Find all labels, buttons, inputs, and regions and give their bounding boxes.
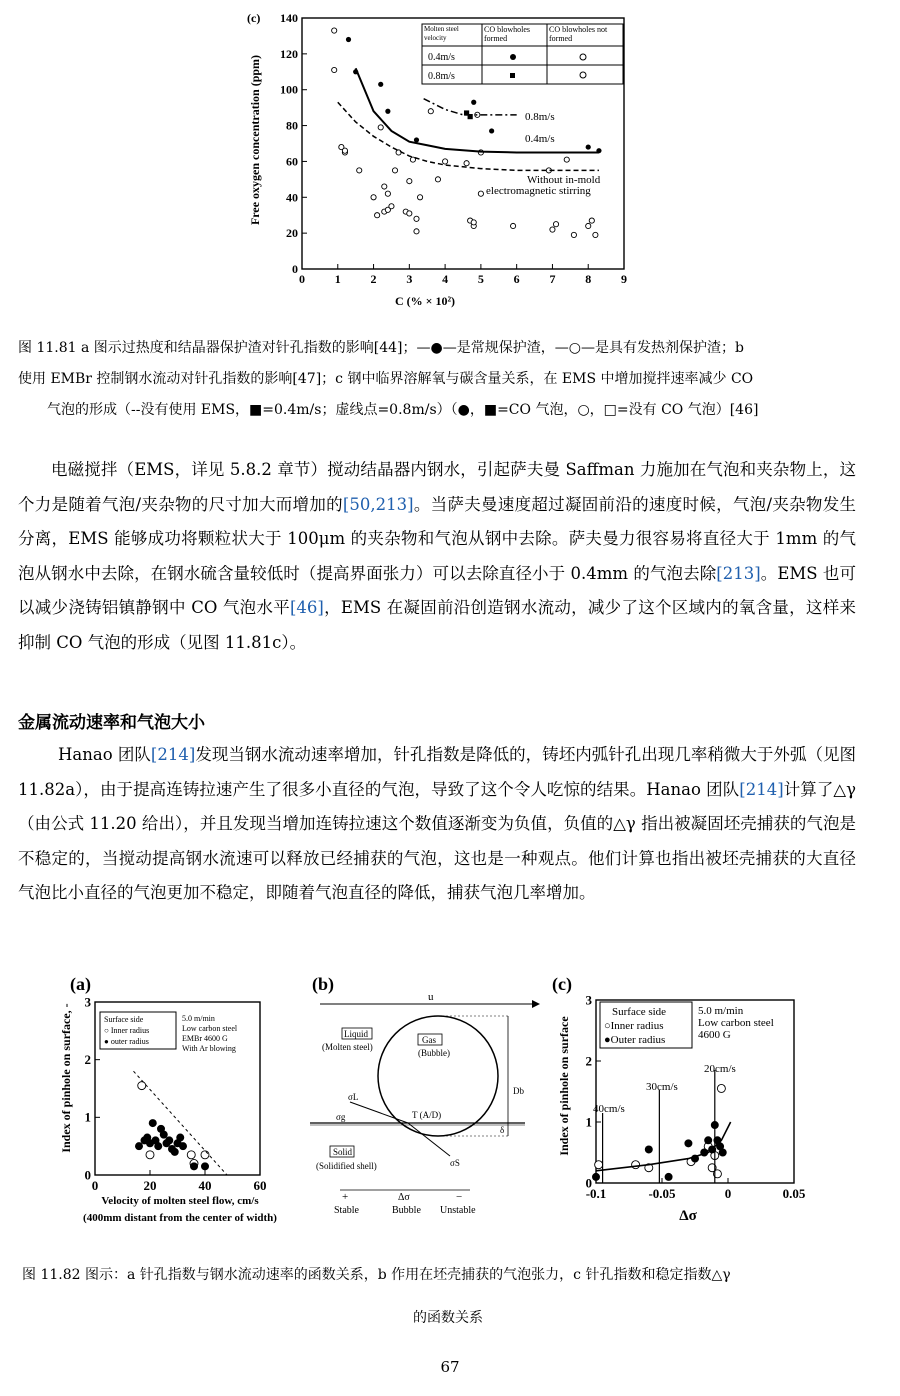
fig2a-point-filled: [149, 1119, 157, 1127]
citation-link[interactable]: [214]: [150, 745, 196, 764]
fig2b-minus: −: [456, 1191, 463, 1203]
fig2b-bubble: Bubble: [392, 1205, 421, 1216]
citation-link[interactable]: [213]: [716, 563, 761, 583]
fig2a-ylabel: Index of pinhole on surface, -: [59, 1003, 73, 1153]
fig2a-point-filled: [160, 1131, 168, 1139]
fig1-y-tick-label: 140: [280, 11, 298, 25]
fig1-point-open: [396, 150, 401, 155]
figure-11-81c: [240, 0, 650, 325]
fig2a-x-tick-label: 60: [253, 1178, 267, 1193]
fig2b-db: Db: [513, 1086, 524, 1096]
fig2a-x-tick-label: 40: [198, 1178, 212, 1193]
fig2c-point-open: [595, 1161, 603, 1169]
fig1-point-open: [332, 28, 337, 33]
fig2c-x-tick-label: 0: [724, 1186, 732, 1201]
caption-line: 气泡的形成（--没有使用 EMS，■=0.4m/s；虚线点=0.8m/s）（●，■=CO 气泡，○，□=没有 CO 气泡）[46]: [47, 402, 759, 418]
fig2c-point-filled: [592, 1173, 600, 1181]
fig2a-condition: 5.0 m/min: [182, 1014, 215, 1023]
fig1-y-tick-label: 0: [292, 262, 298, 276]
fig1-x-tick-label: 8: [585, 272, 592, 286]
citation-link[interactable]: [50,213]: [342, 494, 414, 514]
fig2c-point-filled: [684, 1139, 692, 1147]
fig1-point-open: [342, 148, 347, 153]
fig1-y-tick-label: 120: [280, 46, 298, 61]
fig1-point-open: [550, 227, 555, 232]
fig1-point-open: [589, 218, 594, 223]
fig2a-point-filled: [165, 1136, 173, 1144]
figure-caption-11-82: [18, 1260, 878, 1334]
fig2c-point-open: [717, 1084, 725, 1092]
fig2c-legend-outer: ●Outer radius: [604, 1034, 666, 1046]
fig2a-point-filled: [190, 1162, 198, 1170]
fig2b-delta: δ: [500, 1125, 505, 1135]
fig2c-condition: 4600 G: [698, 1029, 731, 1041]
fig2b-unstable: Unstable: [440, 1205, 476, 1216]
fig1-point-open: [407, 179, 412, 184]
section-heading: 金属流动速率和气泡大小: [18, 713, 205, 733]
fig1-xlabel: C (% × 10²): [394, 294, 456, 308]
fig2a-y-tick-label: 1: [84, 1109, 91, 1125]
fig2a-point-filled: [135, 1142, 143, 1150]
fig2a-point-filled: [176, 1134, 184, 1142]
fig2c-point-filled: [665, 1173, 673, 1181]
fig2b-solid: Solid: [333, 1147, 353, 1157]
fig2a-condition: With Ar blowing: [182, 1044, 236, 1053]
fig1-point-filled: [489, 128, 494, 133]
figure-caption-11-81: [18, 333, 888, 426]
fig2a-series-line: [134, 1071, 228, 1175]
fig1-x-tick-label: 5: [477, 272, 484, 286]
fig1-annot-without1: Without in-mold: [527, 174, 601, 186]
body-paragraph-ems: [18, 453, 856, 660]
fig1-y-tick-label: 40: [286, 190, 298, 205]
figure-11-82c: [548, 968, 818, 1233]
fig1-point-open: [375, 213, 380, 218]
fig2a-legend-title: Surface side: [104, 1015, 144, 1024]
fig2c-x-tick-label: -0.1: [585, 1186, 607, 1201]
paragraph-text: 发现当钢水流动速率增加，针孔指数是降低的，铸坯内弧针孔出现几率稍微大于外弧（见图 11.82a），由于提高连铸拉速产生了很多小直径的气泡，导致了这个令人吃惊的结果。Hanao 团队: [18, 745, 856, 799]
fig1-point-filled: [586, 144, 591, 149]
fig1-x-tick-label: 6: [513, 272, 520, 286]
fig2a-point-open: [146, 1151, 154, 1159]
figure-11-82b: [300, 968, 545, 1233]
fig1-y-tick-label: 20: [286, 226, 298, 241]
fig2b-sigma-s: σS: [450, 1158, 460, 1168]
fig2a-x-tick-label: 0: [91, 1178, 99, 1193]
fig1-point-open: [443, 159, 448, 164]
fig2c-point-open: [632, 1161, 640, 1169]
fig1-point-open: [564, 157, 569, 162]
paragraph-text: 。EMS 也可以减少浇铸铝镇静钢中 CO 气泡水平: [18, 563, 856, 617]
fig2a-legend: [100, 1012, 238, 1053]
fig2c-y-tick-label: 1: [585, 1114, 592, 1130]
fig2a-point-filled: [179, 1142, 187, 1150]
fig1-point-open: [553, 222, 558, 227]
fig1-point-open: [371, 195, 376, 200]
page-number: 67: [440, 1358, 460, 1376]
fig1-x-tick-label: 4: [442, 272, 449, 286]
fig2a-point-open: [138, 1082, 146, 1090]
fig1-point-open: [332, 67, 337, 72]
fig1-point-open: [478, 191, 483, 196]
fig1-point-open: [357, 168, 362, 173]
fig1-point-open: [414, 216, 419, 221]
paragraph-text: 计算了△γ（由公式 11.20 给出），并且发现当增加连铸拉速这个数值逐渐变为负值，负值的△γ 指出被凝固坯壳捕获的气泡是不稳定的，当搅动提高钢水流速可以释放已经捕获的气泡，这也是一种观点。他们计算也指出被坯壳捕获的大直径气泡比小直径的气泡更加不稳定，即随着气泡直径的降低，捕获气泡几率增加。: [18, 779, 856, 902]
fig1-point-filled: [414, 137, 419, 142]
fig2b-u: u: [428, 991, 434, 1003]
fig2c-legend-inner: ○Inner radius: [604, 1020, 664, 1032]
paragraph-text: 电磁搅拌（EMS，详见 5.8.2 章节）搅动结晶器内钢水，引起萨夫曼 Saffman 力施加在气泡和夹杂物上，这个力是随着气泡/夹杂物的尺寸加大而增加的: [18, 460, 856, 514]
fig1-point-open: [378, 125, 383, 130]
fig1-point-filled: [385, 109, 390, 114]
fig2b-gas: Gas: [422, 1035, 436, 1045]
fig1-x-tick-label: 9: [621, 272, 627, 286]
fig2a-legend-inner: ○ Inner radius: [104, 1026, 150, 1035]
fig2c-x-tick-label: 0.05: [782, 1186, 806, 1201]
fig1-point-open: [435, 177, 440, 182]
fig2c-condition: 5.0 m/min: [698, 1005, 744, 1017]
fig2a-point-filled: [201, 1162, 209, 1170]
fig1-point-open: [593, 232, 598, 237]
body-paragraph-hanao: [18, 738, 856, 911]
fig1-legend-row2: 0.8m/s: [428, 71, 455, 82]
fig1-y-tick-label: 60: [286, 154, 298, 169]
caption-line: 使用 EMBr 控制钢水流动对针孔指数的影响[47]；c 钢中临界溶解氧与碳含量关系，在 EMS 中增加搅拌速率减少 CO: [18, 371, 754, 387]
fig2a-panel-label: (a): [70, 974, 91, 994]
arrow-right-icon: [532, 1000, 540, 1008]
fig1-annot-08: 0.8m/s: [525, 111, 555, 123]
fig2b-sigma-g: σg: [336, 1112, 346, 1122]
fig1-x-tick-label: 0: [299, 272, 305, 286]
fig1-point-open: [471, 220, 476, 225]
fig1-point-open: [392, 168, 397, 173]
fig2b-solid-note: (Solidified shell): [316, 1161, 377, 1171]
fig2a-xlabel: Velocity of molten steel flow, cm/s: [101, 1195, 259, 1207]
fig2b-plus: +: [342, 1191, 349, 1203]
fig2a-condition: EMBr 4600 G: [182, 1034, 228, 1043]
fig2c-velocity-label: 30cm/s: [646, 1081, 678, 1093]
fig1-point-open: [414, 229, 419, 234]
fig2b-liquid: Liquid: [344, 1029, 368, 1039]
fig1-point-open: [382, 184, 387, 189]
citation-link[interactable]: [214]: [739, 779, 784, 799]
fig1-point-open: [385, 191, 390, 196]
fig2a-xlabel-note: (400mm distant from the center of width): [83, 1212, 277, 1224]
fig1-annot-04: 0.4m/s: [525, 133, 555, 145]
fig1-point-open: [571, 232, 576, 237]
fig1-point-filled: [346, 37, 351, 42]
fig1-legend-col1: Molten steel velocity: [424, 25, 459, 42]
fig1-x-tick-label: 1: [334, 272, 341, 286]
figure-11-82a: [30, 968, 310, 1233]
fig2c-point-filled: [704, 1136, 712, 1144]
fig1-point-open: [407, 211, 412, 216]
legend-filled-square-icon: [510, 73, 515, 78]
fig2a-point-filled: [154, 1142, 162, 1150]
fig2c-velocity-label: 40cm/s: [593, 1103, 625, 1115]
caption-line: 图 11.82 图示：a 针孔指数与钢水流动速率的函数关系，b 作用在坯壳捕获的气泡张力，c 针孔指数和稳定指数△γ: [22, 1267, 731, 1283]
fig2c-y-tick-label: 0: [585, 1175, 592, 1191]
fig2a-y-tick-label: 2: [84, 1052, 91, 1067]
fig1-legend-col2: CO blowholes formed: [484, 25, 530, 43]
fig2b-t: T (A/D): [412, 1110, 442, 1120]
fig2b-gas-note: (Bubble): [418, 1048, 450, 1058]
fig1-panel-label: (c): [247, 11, 261, 25]
fig2b-delta-sigma: Δσ: [398, 1192, 410, 1203]
fig2a-legend-outer: ● outer radius: [104, 1037, 149, 1046]
fig2c-condition: Low carbon steel: [698, 1017, 774, 1029]
paragraph-text: Hanao 团队: [58, 745, 151, 764]
legend-filled-circle-icon: [510, 54, 516, 60]
fig2c-panel-label: (c): [552, 974, 572, 994]
fig2b-liquid-note: (Molten steel): [322, 1042, 373, 1052]
fig2c-ylabel: Index of pinhole on surface: [557, 1016, 571, 1156]
fig1-y-tick-label: 100: [280, 82, 298, 97]
fig1-legend-col3: CO blowholes not formed: [549, 25, 608, 43]
fig2c-y-tick-label: 3: [585, 992, 592, 1008]
fig2a-y-tick-label: 0: [84, 1167, 91, 1183]
fig1-point-filled: [378, 82, 383, 87]
fig2b-sigma-l: σL: [348, 1092, 359, 1102]
fig2c-point-filled: [645, 1145, 653, 1153]
paragraph-text: ，EMS 在凝固前沿创造钢水流动，减少了这个区域内的氧含量，这样来抑制 CO 气泡的形成（见图 11.81c）。: [18, 598, 856, 652]
fig1-point-open: [586, 223, 591, 228]
fig2a-point-filled: [171, 1148, 179, 1156]
fig2c-legend: [593, 1002, 774, 1115]
fig2a-series: [134, 1071, 228, 1175]
fig1-point-filled: [471, 100, 476, 105]
fig1-point-open: [428, 109, 433, 114]
fig2a-point-open: [201, 1151, 209, 1159]
fig1-point-open: [510, 223, 515, 228]
fig2a-x-tick-label: 20: [143, 1178, 157, 1193]
fig1-x-tick-label: 7: [549, 272, 556, 286]
caption-line: 的函数关系: [413, 1310, 483, 1326]
fig2c-y-tick-label: 2: [585, 1053, 592, 1069]
fig1-series-line: [424, 99, 517, 115]
fig1-annot-without2: electromagnetic stirring: [486, 185, 591, 197]
fig2b-panel-label: (b): [312, 974, 334, 994]
paragraph-text: 。当萨夫曼速度超过凝固前沿的速度时候，气泡/夹杂物发生分离，EMS 能够成功将颗粒状大于 100μm 的夹杂物和气泡从钢中去除。萨夫曼力很容易将直径大于 1mm 的气泡从钢水中去除，在钢水硫含量较低时（提高界面张力）可以去除直径小于 0.4mm 的气泡去除: [18, 494, 856, 583]
fig2c-x-tick-label: -0.05: [648, 1186, 676, 1201]
fig2c-velocity-label: 20cm/s: [704, 1063, 736, 1075]
fig1-point-open: [417, 195, 422, 200]
fig2b-stable: Stable: [334, 1205, 359, 1216]
fig2a-condition: Low carbon steel: [182, 1024, 238, 1033]
fig1-point-open: [389, 204, 394, 209]
fig2c-point-filled: [719, 1149, 727, 1157]
fig2a-point-open: [187, 1151, 195, 1159]
fig1-legend: [422, 24, 623, 84]
fig2a-y-tick-label: 3: [84, 994, 91, 1010]
fig2c-legend-title: Surface side: [612, 1006, 667, 1018]
fig1-x-tick-label: 2: [370, 272, 377, 286]
fig1-ylabel: Free oxygen concentration (ppm): [248, 54, 262, 226]
fig1-x-tick-label: 3: [406, 272, 413, 286]
fig2c-xlabel: Δσ: [679, 1208, 697, 1224]
fig1-y-tick-label: 80: [286, 118, 298, 133]
caption-line: 图 11.81 a 图示过热度和结晶器保护渣对针孔指数的影响[44]；—●—是常规保护渣，—○—是具有发热剂保护渣；b: [18, 340, 744, 356]
fig1-legend-row1: 0.4m/s: [428, 52, 455, 63]
fig1-point-open: [464, 161, 469, 166]
citation-link[interactable]: [46]: [289, 598, 324, 617]
